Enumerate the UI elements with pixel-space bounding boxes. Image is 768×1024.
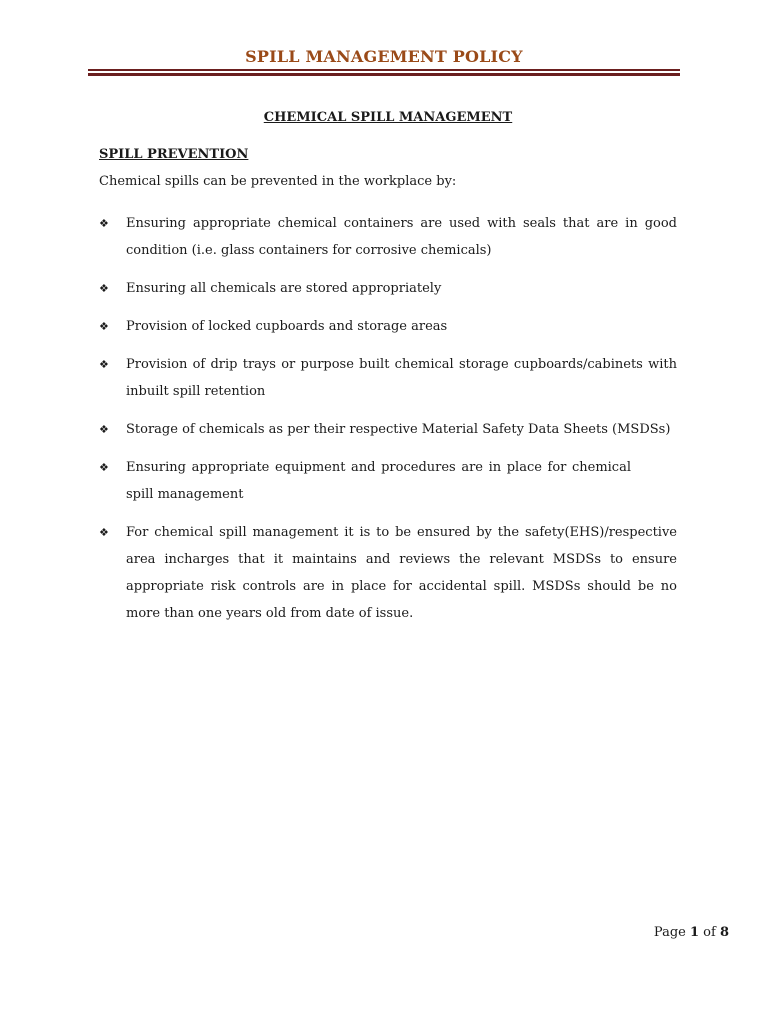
intro-text: Chemical spills can be prevented in the workplace by:	[99, 174, 457, 189]
diamond-bullet-icon: ❖	[99, 358, 109, 371]
document-title: SPILL MANAGEMENT POLICY	[245, 47, 523, 66]
list-item-text: Provision of locked cupboards and storage areas	[126, 319, 448, 334]
header-divider-thick	[88, 73, 680, 76]
prevention-list	[99, 210, 677, 638]
list-item-text: Provision of drip trays or purpose built chemical storage cupboards/cabinets with inbuilt spill retention	[126, 357, 677, 399]
list-item	[99, 454, 677, 508]
list-item	[99, 416, 677, 443]
page-number	[654, 924, 729, 942]
list-item-text: Ensuring appropriate chemical containers are used with seals that are in good condition (i.e. glass containers for corrosive chemicals)	[126, 216, 677, 258]
list-item	[99, 351, 677, 405]
section-title: CHEMICAL SPILL MANAGEMENT	[263, 110, 513, 125]
diamond-bullet-icon: ❖	[99, 217, 109, 230]
page-current: 1	[689, 925, 700, 940]
list-item	[99, 519, 677, 627]
diamond-bullet-icon: ❖	[99, 423, 109, 436]
list-item	[99, 275, 677, 302]
list-item-text: For chemical spill management it is to be ensured by the safety(EHS)/respective area incharges that it maintains and reviews the relevant MSDSs to ensure appropriate risk controls are in place for accidental spill. MSDSs should be no more than one years old from date of issue.	[126, 525, 677, 621]
list-item-text: Storage of chemicals as per their respective Material Safety Data Sheets (MSDSs)	[126, 422, 671, 437]
document-header	[88, 46, 680, 76]
diamond-bullet-icon: ❖	[99, 526, 109, 539]
diamond-bullet-icon: ❖	[99, 461, 109, 474]
page-total: 8	[719, 925, 729, 940]
list-item-text: Ensuring all chemicals are stored appropriately	[126, 281, 442, 296]
list-item	[99, 210, 677, 264]
header-divider-thin	[88, 69, 680, 71]
diamond-bullet-icon: ❖	[99, 320, 109, 333]
of-label: of	[703, 925, 716, 940]
list-item-text: Ensuring appropriate equipment and procedures are in place for chemical spill management	[126, 460, 631, 502]
list-item	[99, 313, 677, 340]
page-label: Page	[653, 925, 686, 940]
subsection-title: SPILL PREVENTION	[99, 147, 249, 162]
diamond-bullet-icon: ❖	[99, 282, 109, 295]
